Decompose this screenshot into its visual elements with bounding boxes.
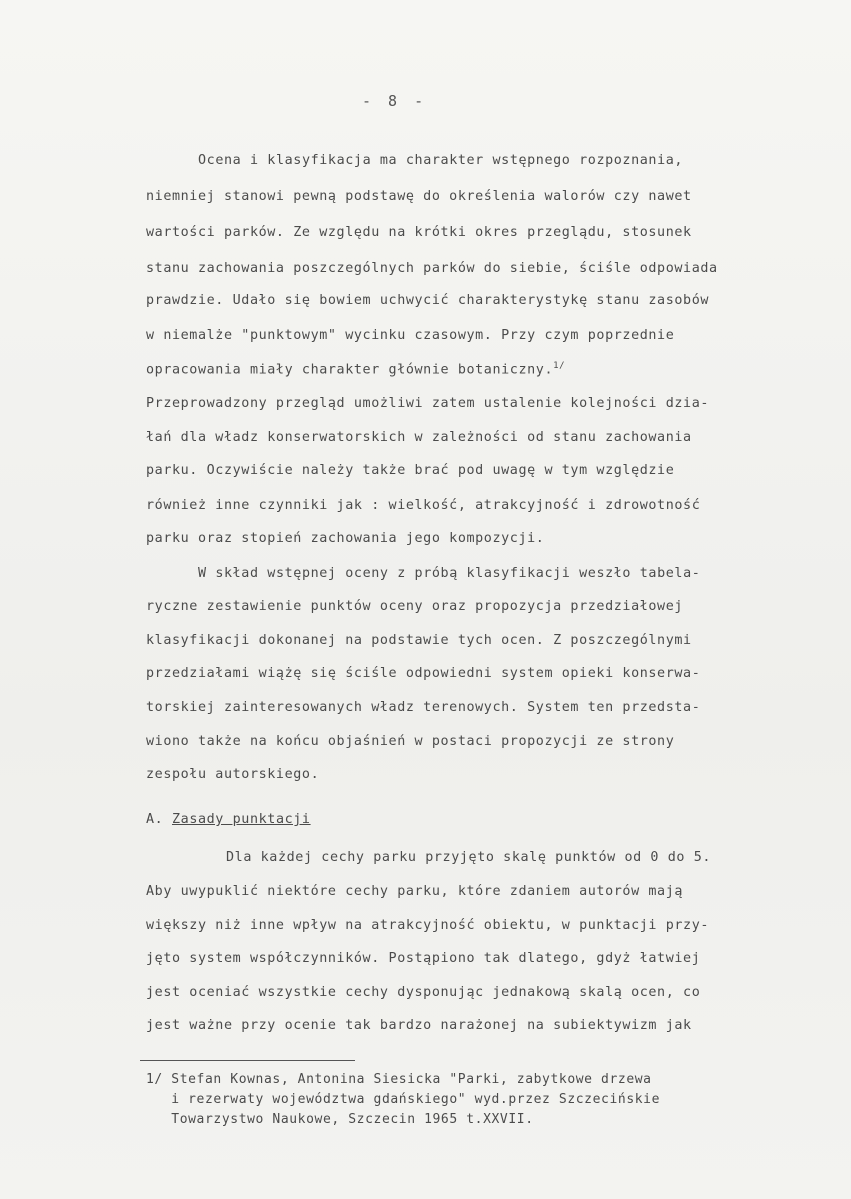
footnote-reference: 1/ [553,361,566,371]
footnote-line: Towarzystwo Naukowe, Szczecin 1965 t.XXVII. [146,1112,534,1127]
page-number: - 8 - [362,92,428,110]
body-line: torskiej zainteresowanych władz terenowych. System ten przedsta- [146,700,701,715]
body-line: zespołu autorskiego. [146,767,320,782]
body-line: klasyfikacji dokonanej na podstawie tych ocen. Z poszczególnymi [146,633,692,648]
body-line: Przeprowadzony przegląd umożliwi zatem ustalenie kolejności dzia- [146,396,710,411]
body-line: niemniej stanowi pewną podstawę do określenia walorów czy nawet [146,189,692,204]
section-line: jest oceniać wszystkie cechy dysponując jednakową skalą ocen, co [146,985,701,1000]
footnote-line: i rezerwaty województwa gdańskiego" wyd.przez Szczecińskie [146,1092,661,1107]
footnote-divider [140,1060,355,1061]
section-line: Dla każdej cechy parku przyjęto skalę punktów od 0 do 5. [226,850,712,865]
section-line: jęto system współczynników. Postąpiono tak dlatego, gdyż łatwiej [146,951,701,966]
body-line: w niemalże "punktowym" wycinku czasowym. Przy czym poprzednie [146,328,675,343]
body-line: wiono także na końcu objaśnień w postaci propozycji ze strony [146,734,675,749]
section-line: większy niż inne wpływ na atrakcyjność obiektu, w punktacji przy- [146,918,710,933]
body-line: wartości parków. Ze względu na krótki okres przeglądu, stosunek [146,225,692,240]
section-line: jest ważne przy ocenie tak bardzo narażonej na subiektywizm jak [146,1018,692,1033]
body-line: parku. Oczywiście należy także brać pod uwagę w tym względzie [146,463,675,478]
section-line: Aby uwypuklić niektóre cechy parku, które zdaniem autorów mają [146,884,684,899]
body-line-text: opracowania miały charakter głównie botaniczny. [146,362,554,378]
body-line: ryczne zestawienie punktów oceny oraz propozycja przedziałowej [146,599,684,614]
body-line: również inne czynniki jak : wielkość, atrakcyjność i zdrowotność [146,498,701,513]
body-line: W skład wstępnej oceny z próbą klasyfikacji weszło tabela- [198,566,701,581]
body-line: prawdzie. Udało się bowiem uchwycić charakterystykę stanu zasobów [146,293,710,308]
body-line: stanu zachowania poszczególnych parków do siebie, ściśle odpowiada [146,261,718,276]
body-line: Ocena i klasyfikacja ma charakter wstępnego rozpoznania, [198,153,684,168]
body-line-with-footnote [146,361,565,377]
body-line: łań dla władz konserwatorskich w zależności od stanu zachowania [146,430,692,445]
section-heading-prefix: A. [146,812,164,827]
body-line: parku oraz stopień zachowania jego kompozycji. [146,531,545,546]
footnote-line: 1/ Stefan Kownas, Antonina Siesicka "Parki, zabytkowe drzewa [146,1072,652,1087]
section-heading-label: Zasady punktacji [172,812,311,827]
body-line: przedziałami wiążę się ściśle odpowiedni system opieki konserwa- [146,666,701,681]
section-heading [146,812,311,827]
